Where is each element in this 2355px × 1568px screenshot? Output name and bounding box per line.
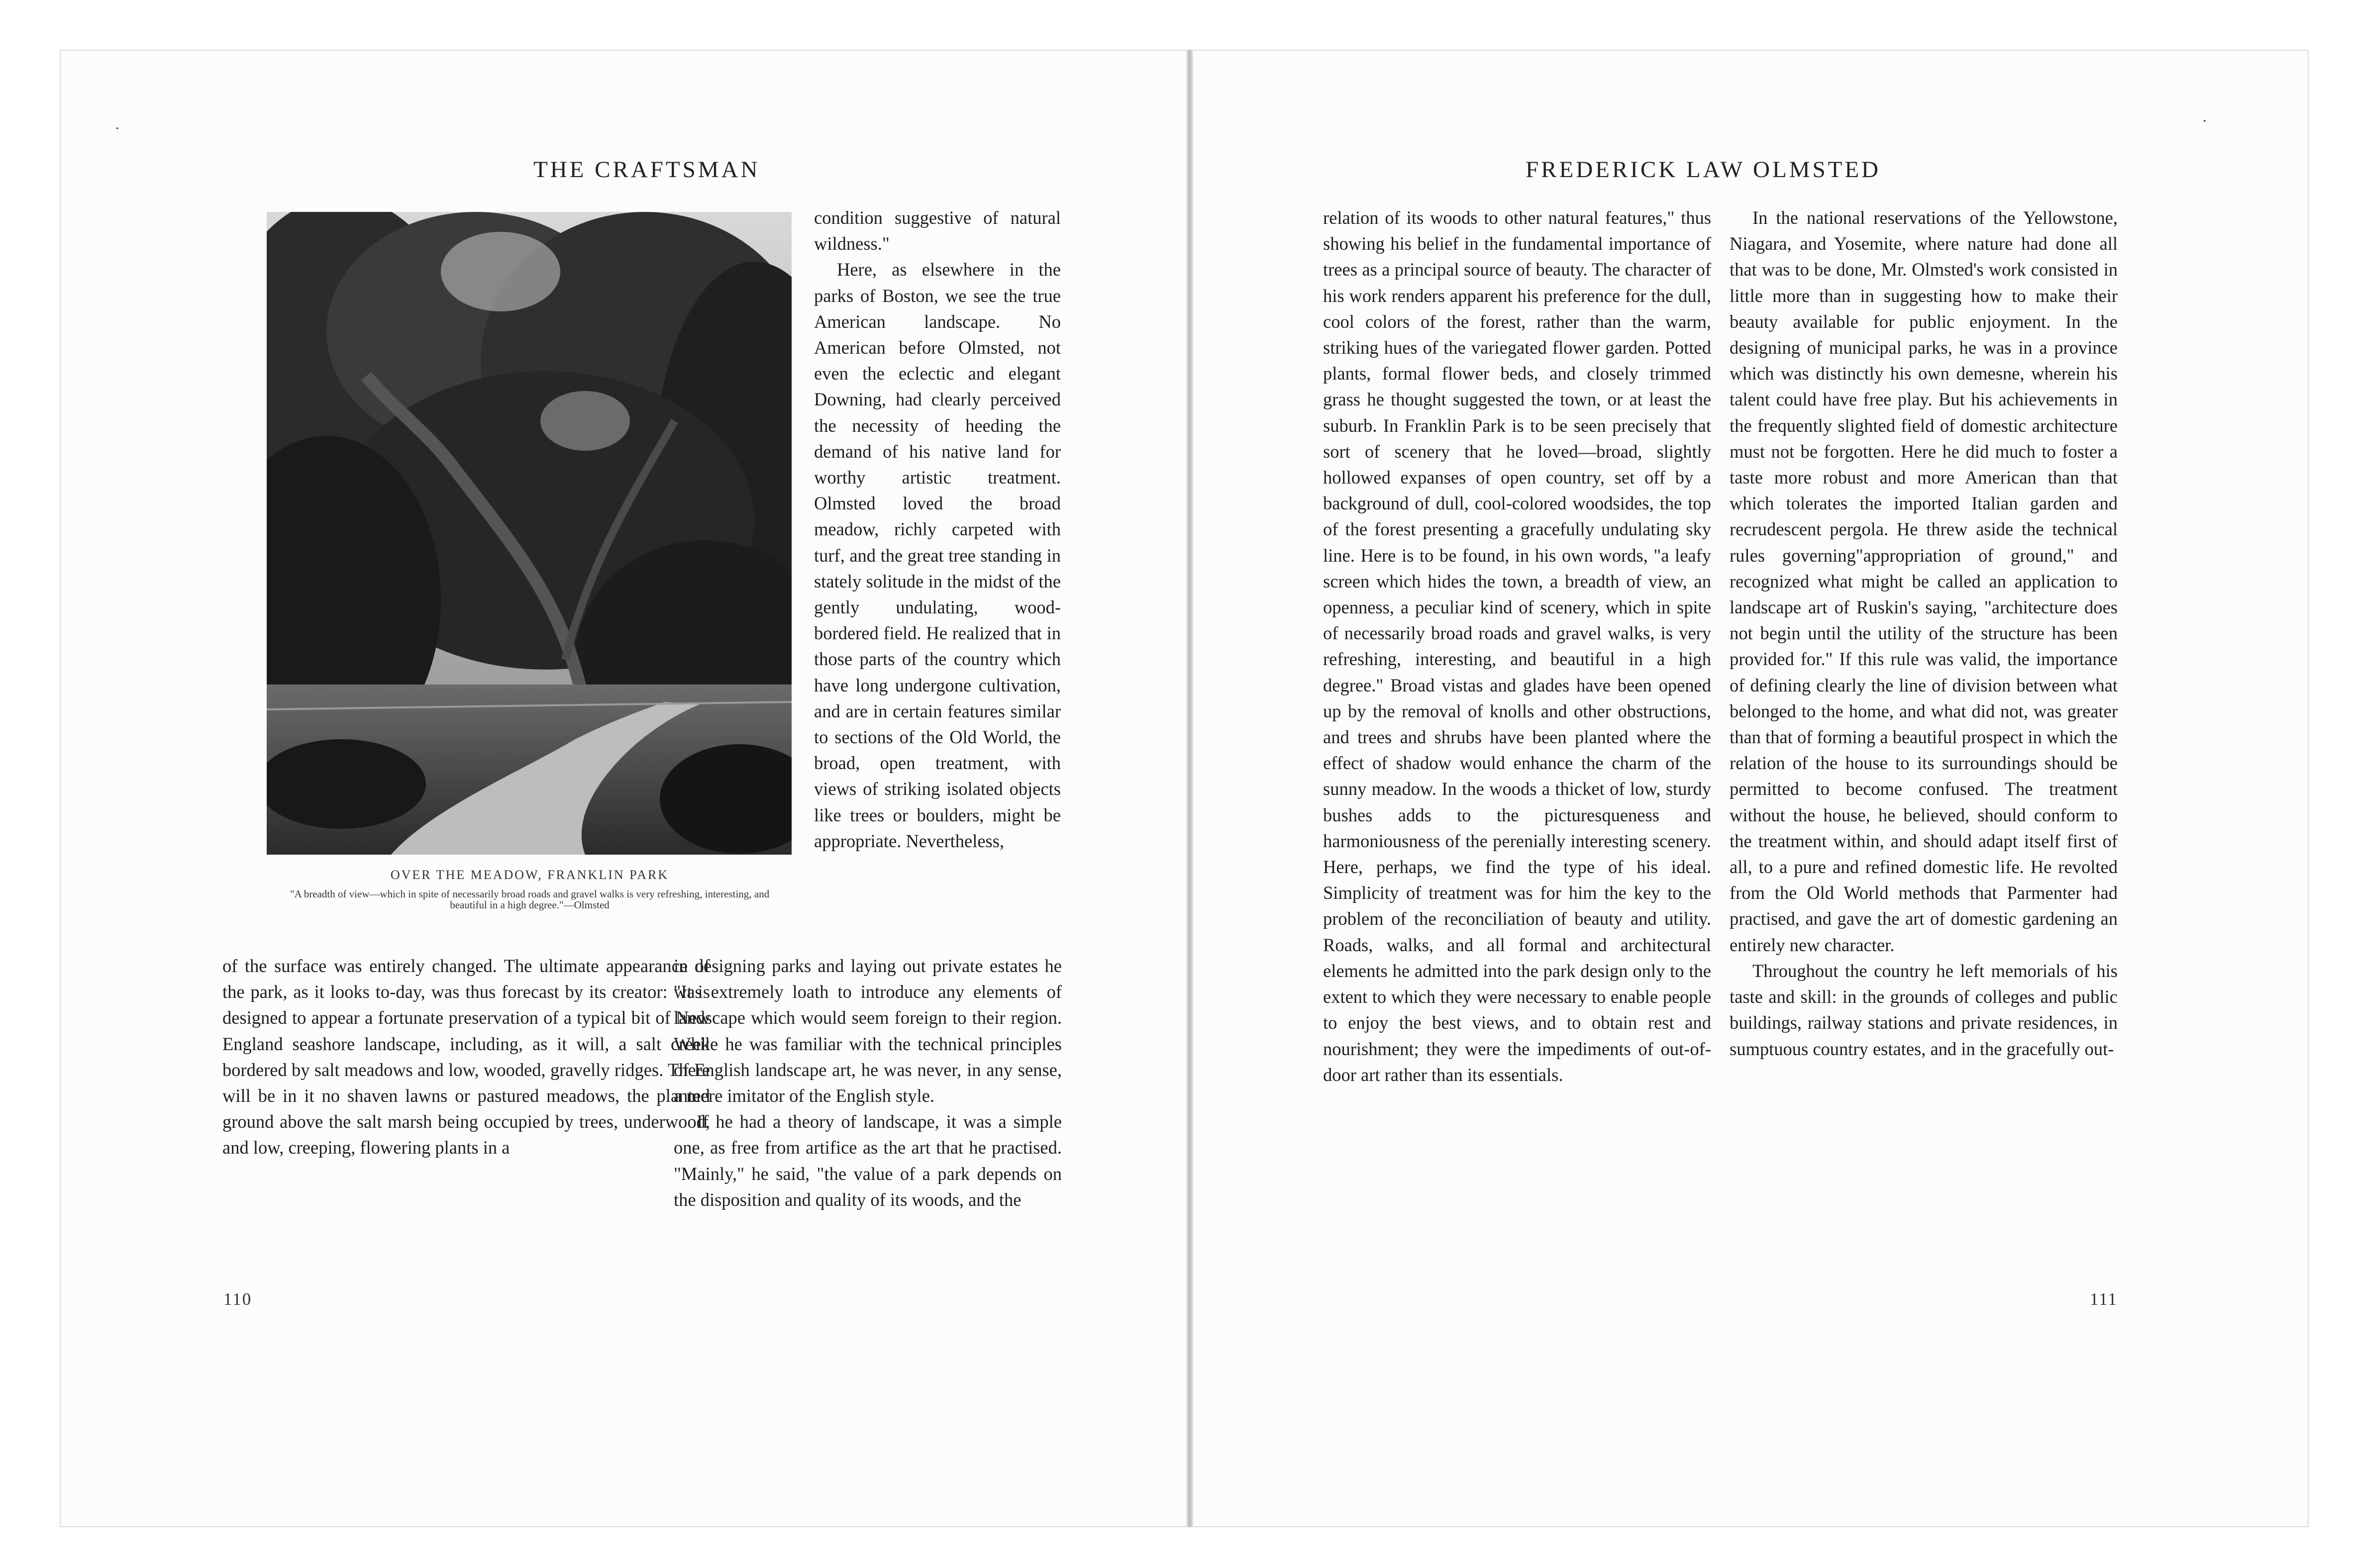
running-head: FREDERICK LAW OLMSTED: [1526, 157, 1881, 183]
side-text-column: [814, 205, 1061, 854]
paragraph: in designing parks and laying out private estates he was extremely loath to introduce any elements of landscape which would seem foreign to their region. While he was familiar with the technical principles of English landscape art, he was never, in any sense, a mere imitator of the English style.: [674, 956, 1062, 1106]
figure-caption: [265, 867, 795, 910]
paragraph: If he had a theory of landscape, it was a simple one, as free from artifice as the art that he practised. "Mainly," he said, "the value of a park depends on the disposition and quality of its woods, and the: [674, 1111, 1062, 1210]
right-page: [1187, 51, 2312, 1528]
park-photograph: [267, 212, 792, 855]
paragraph: Throughout the country he left memorials of his taste and skill: in the grounds of colleges and public buildings, railway stations and private residences, in sumptuous country estates, and in the gracefully out-: [1730, 960, 2118, 1059]
left-text-column: [222, 953, 710, 1161]
running-head: THE CRAFTSMAN: [533, 157, 760, 183]
paragraph: Here, as elsewhere in the parks of Boston, we see the true American landscape. No American before Olmsted, not even the eclectic and elegant Downing, had clearly perceived the necessity of heeding the demand of his native land for worthy artistic treatment. Olmsted loved the broad meadow, richly carpeted with turf, and the great tree standing in stately solitude in the midst of the gently undulating, wood-bordered field. He realized that in those parts of the country which have long undergone cultivation, and are in certain features similar to sections of the Old World, the broad, open treatment, with views of striking isolated objects like trees or boulders, might be appropriate. Nevertheless,: [814, 259, 1061, 851]
page-number: 111: [2090, 1289, 2118, 1309]
paragraph: of the surface was entirely changed. The ultimate appearance of the park, as it looks to-day, was thus forecast by its creator: "It is designed to appear a fortunate preservation of a typical bit of New England seashore landscape, including, as it will, a salt creek bordered by salt meadows and low, wooded, gravelly ridges. There will be in it no shaven lawns or pastured meadows, the planted ground above the salt marsh being occupied by trees, underwood, and low, creeping, flowering plants in a: [222, 956, 710, 1158]
magazine-spread: [60, 50, 2309, 1527]
left-page: [61, 51, 1185, 1528]
paragraph: condition suggestive of natural wildness.": [814, 207, 1061, 254]
ink-mark: ·: [114, 119, 120, 138]
page-number: 110: [223, 1289, 252, 1309]
right-text-column: [674, 953, 1062, 1213]
caption-quote: "A breadth of view—which in spite of necessarily broad roads and gravel walks is very refreshing, interesting, and beautiful in a high degree."—Olmsted: [290, 888, 770, 911]
paragraph: In the national reservations of the Yellowstone, Niagara, and Yosemite, where nature had done all that was to be done, Mr. Olmsted's work consisted in little more than in suggesting how to make their beauty available for public enjoyment. In the designing of municipal parks, he was in a province which was distinctly his own demesne, wherein his talent could have free play. But his achievements in the frequently slighted field of domestic architecture must not be forgotten. Here he did much to foster a taste more robust and more American than that which tolerates the imported Italian garden and recrudescent pergola. He threw aside the technical rules governing"appropriation of ground," and recognized what might be called an application to landscape art of Ruskin's saying, "architecture does not begin until the utility of the structure has been provided for." If this rule was valid, the importance of defining clearly the line of division between what belonged to the home, and what did not, was greater than that of forming a beautiful prospect in which the relation of the house to its surroundings should be permitted to become confused. The treatment without the house, he believed, should conform to the treatment within, and should adapt itself first of all, to a pure and refined domestic life. He revolted from the Old World methods that Parmenter had practised, and gave the art of domestic gardening an entirely new character.: [1730, 207, 2118, 955]
ink-mark: ·: [2202, 112, 2208, 130]
left-text-column: [1323, 205, 1711, 1088]
caption-title: OVER THE MEADOW, FRANKLIN PARK: [390, 868, 669, 882]
paragraph: relation of its woods to other natural features," thus showing his belief in the fundamental importance of trees as a principal source of beauty. The character of his work renders apparent his preference for the dull, cool colors of the forest, rather than the warm, striking hues of the variegated flower garden. Potted plants, formal flower beds, and closely trimmed grass he thought suggested the town, or at least the suburb. In Franklin Park is to be seen precisely that sort of scenery that he loved—broad, slightly hollowed expanses of open country, set off by a background of dull, cool-colored woodsides, the top of the forest presenting a gracefully undulating sky line. Here is to be found, in his own words, "a leafy screen which hides the town, a breadth of view, an openness, a peculiar kind of scenery, which in spite of necessarily broad roads and gravel walks, is very refreshing, interesting, and beautiful in a high degree." Broad vistas and glades have been opened up by the removal of knolls and other obstructions, and trees and shrubs have been planted where the effect of shadow would enhance the charm of the sunny meadow. In the woods a thicket of low, sturdy bushes adds to the picturesqueness and harmoniousness of the perenially interesting scenery. Here, perhaps, we find the type of his ideal. Simplicity of treatment was for him the key to the problem of the reconciliation of beauty and utility. Roads, walks, and all formal and architectural elements he admitted into the park design only to the extent to which they were necessary to enable people to enjoy the best views, and to obtain rest and nourishment; they were the impediments of out-of-door art rather than its essentials.: [1323, 207, 1711, 1085]
book-gutter: [1186, 50, 1193, 1527]
right-text-column: [1730, 205, 2118, 1062]
